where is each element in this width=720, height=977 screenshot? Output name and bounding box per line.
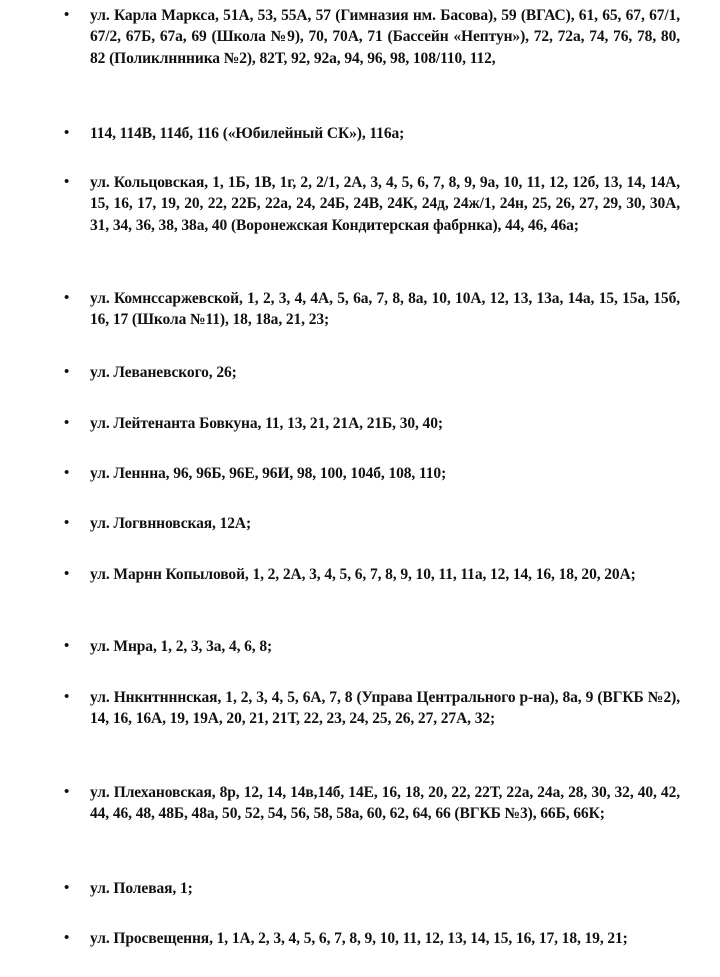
bullet: • [64,566,70,582]
list-item [64,513,680,534]
list-item-text: ул. Леваневского, 26; [90,364,237,381]
list-item [64,687,680,730]
list-item-text: ул. Карла Маркса, 51А, 53, 55А, 57 (Гимназия нм. Басова), 59 (ВГАС), 61, 65, 67, 67/1, 67/2, 67Б, 67а, 69 (Школа №9), 70, 70А, 71 (Бассейн «Нептун»), 72, 72а, 74, 76, 78, 80, 82 (Поликлннника №2), 82Т, 92, 92а, 94, 96, 98, 108/110, 112, [90,7,680,67]
list-item-text: ул. Полевая, 1; [90,880,193,897]
list-item [64,5,680,69]
bullet: • [64,515,70,531]
bullet: • [64,125,70,141]
bullet: • [64,880,70,896]
list-item [64,123,680,144]
bullet: • [64,7,70,23]
list-item-text: ул. Леннна, 96, 96Б, 96Е, 96И, 98, 100, 104б, 108, 110; [90,465,447,482]
list-item [64,878,680,899]
list-item-text: 114, 114В, 114б, 116 («Юбилейный СК»), 116а; [90,125,405,142]
list-item [64,782,680,825]
list-item [64,636,680,657]
bullet: • [64,415,70,431]
list-item [64,413,680,434]
bullet: • [64,465,70,481]
list-item-text: ул. Комнссаржевской, 1, 2, 3, 4, 4А, 5, 6а, 7, 8, 8а, 10, 10А, 12, 13, 13а, 14а, 15, 15а, 15б, 16, 17 (Школа №11), 18, 18а, 21, 23; [90,290,680,329]
list-item [64,564,680,585]
list-item-text: ул. Марнн Копыловой, 1, 2, 2А, 3, 4, 5, 6, 7, 8, 9, 10, 11, 11а, 12, 14, 16, 18, 20, 20А; [90,566,636,583]
bullet: • [64,290,70,306]
list-item [64,463,680,484]
bullet: • [64,174,70,190]
list-item-text: ул. Мнра, 1, 2, 3, 3а, 4, 6, 8; [90,638,273,655]
bullet: • [64,689,70,705]
list-item [64,288,680,331]
list-item-text: ул. Плехановская, 8р, 12, 14, 14в,14б, 14Е, 16, 18, 20, 22, 22Т, 22а, 24а, 28, 30, 32, 40, 42, 44, 46, 48, 48Б, 48а, 50, 52, 54, 56, 58, 58а, 60, 62, 64, 66 (ВГКБ №3), 66Б, 66К; [90,784,680,823]
list-item-text: ул. Лейтенанта Бовкуна, 11, 13, 21, 21А, 21Б, 30, 40; [90,415,443,432]
list-item-text: ул. Ннкнтнннская, 1, 2, 3, 4, 5, 6А, 7, 8 (Управа Центрального р-на), 8а, 9 (ВГКБ №2), 14, 16, 16А, 19, 19А, 20, 21, 21Т, 22, 23, 24, 25, 26, 27, 27А, 32; [90,689,680,728]
list-item-text: ул. Кольцовская, 1, 1Б, 1В, 1г, 2, 2/1, 2А, 3, 4, 5, 6, 7, 8, 9, 9а, 10, 11, 12, 12б, 13, 14, 14А, 15, 16, 17, 19, 20, 22, 22Б, 22а, 24, 24Б, 24В, 24К, 24д, 24ж/1, 24н, 25, 26, 27, 29, 30, 30А, 31, 34, 36, 38, 38а, 40 (Воронежская Кондитерская фабрнка), 44, 46, 46а; [90,174,680,234]
bullet: • [64,364,70,380]
list-item [64,928,680,949]
bullet: • [64,930,70,946]
list-item [64,362,680,383]
list-item-text: ул. Просвещення, 1, 1А, 2, 3, 4, 5, 6, 7, 8, 9, 10, 11, 12, 13, 14, 15, 16, 17, 18, 19, 21; [90,930,628,947]
list-item [64,172,680,236]
bullet: • [64,784,70,800]
bullet: • [64,638,70,654]
list-item-text: ул. Логвнновская, 12А; [90,515,252,532]
